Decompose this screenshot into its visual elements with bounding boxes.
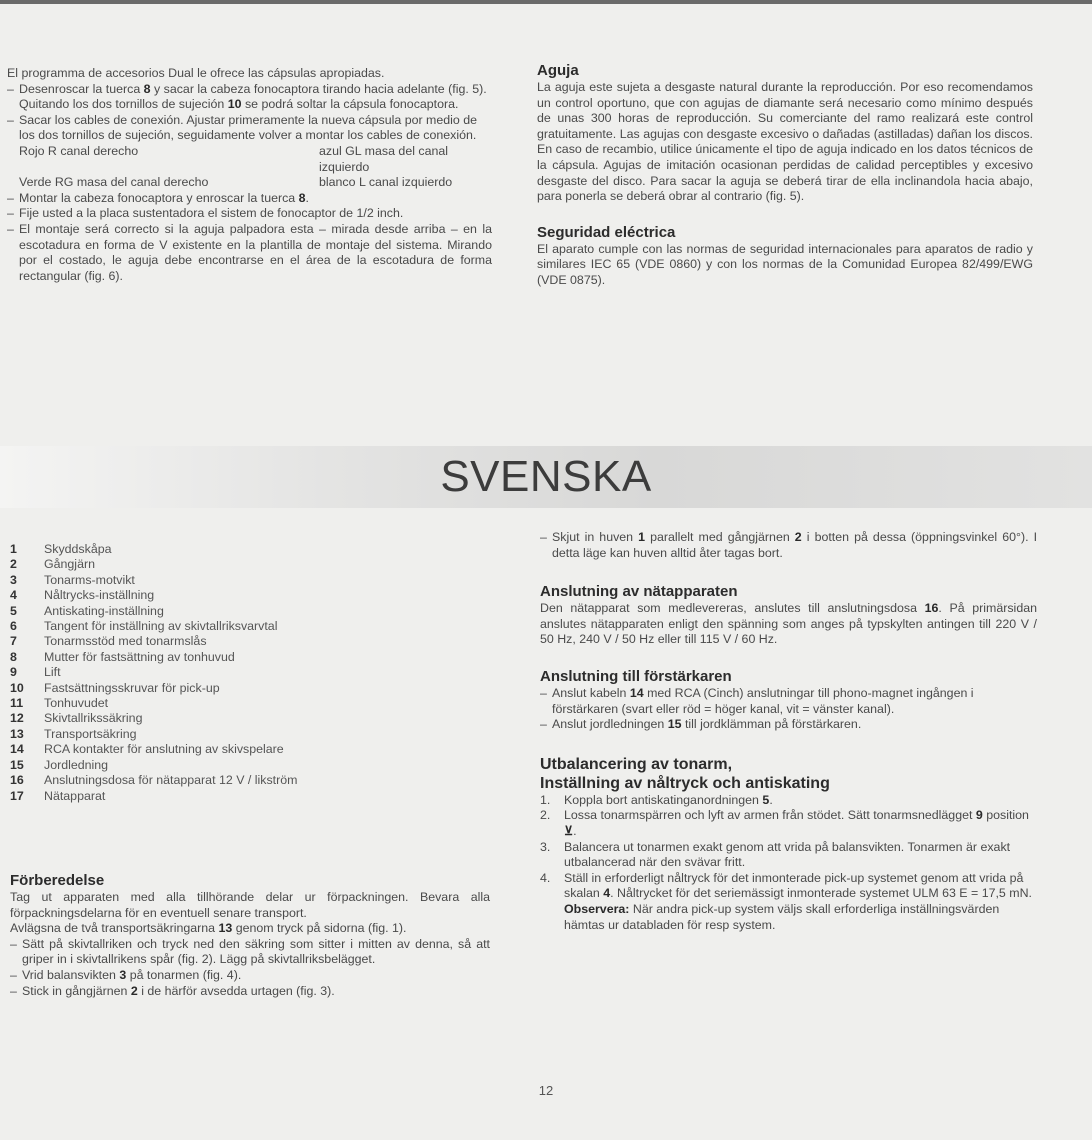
parts-list-item — [10, 619, 490, 634]
parts-list-item — [10, 773, 490, 788]
part-number: 6 — [10, 619, 17, 634]
aguja-text: La aguja este sujeta a desgaste natural durante la reproducción. Por eso recomendamos un control oportuno, que con agujas de diamante será necesario como mínimo después de unas 300 horas de reproducción. Su comerciante del ramo realizará este control gratuitamente. Las agujas con desgaste excesivo o dañadas (astilladas) dañan los discos. En caso de recambio, utilice únicamente el tipo de aguja indicado en los datos técnicos de la cápsula. Agujas de imitación ocasionan perdidas de calidad perceptibles y excesivo desgaste del disco. Para sacar la aguja se deberá tirar de ella inclinandola hacia abajo, para ponerla se deberá obrar al contrario (fig. 5). — [537, 80, 1033, 204]
huven-bullet: – Skjut in huven 1 parallelt med gångjärnen 2 i botten på dessa (öppningsvinkel 60°). I detta läge kan huven alltid åter tagas bort. — [540, 530, 1037, 561]
forberedelse-heading: Förberedelse — [10, 872, 105, 889]
forberedelse-p2: Avlägsna de två transportsäkringarna 13 genom tryck på sidorna (fig. 1). — [10, 921, 407, 936]
parts-list-item — [10, 634, 490, 649]
part-label: Gångjärn — [44, 557, 95, 572]
part-label: Tangent för inställning av skivtallriksvarvtal — [44, 619, 278, 634]
page-number: 12 — [538, 1083, 554, 1098]
part-label: RCA kontakter för anslutning av skivspelare — [44, 742, 284, 757]
part-number: 4 — [10, 588, 17, 603]
spanish-step: – Desenroscar la tuerca 8 y sacar la cabeza fonocaptora tirando hacia adelante (fig. 5). Quitando los dos tornillos de sujeción 10 se podrá soltar la cápsula fonocaptora. — [7, 82, 492, 113]
part-label: Skyddskåpa — [44, 542, 112, 556]
forstarkare-heading: Anslutning till förstärkaren — [540, 667, 732, 685]
part-label: Transportsäkring — [44, 726, 137, 741]
step-item: 1. Koppla bort antiskatinganordningen 5. — [540, 792, 773, 807]
spanish-step: – Fije usted a la placa sustentadora el sistem de fonocaptor de 1/2 inch. — [7, 206, 492, 222]
parts-list-item — [10, 727, 490, 742]
part-label: Tonhuvudet — [44, 696, 109, 711]
wiring-cell: Verde RG masa del canal derecho — [19, 175, 209, 190]
part-number: 17 — [10, 788, 24, 803]
spanish-step: – Montar la cabeza fonocaptora y enroscar la tuerca 8. — [7, 191, 492, 207]
parts-list-item — [10, 758, 490, 773]
part-label: Nåltrycks-inställning — [44, 588, 155, 603]
aguja-heading: Aguja — [537, 62, 579, 79]
part-label: Tonarmsstöd med tonarmslås — [44, 634, 207, 649]
installning-heading: Inställning av nåltryck och antiskating — [540, 774, 830, 792]
part-label: Antiskating-inställning — [44, 603, 164, 618]
forberedelse-bullet: – Vrid balansvikten 3 på tonarmen (fig. 4). — [10, 968, 490, 984]
lift-symbol-icon: ⊻ — [564, 823, 574, 838]
part-number: 14 — [10, 742, 24, 757]
forstarkare-bullet: – Anslut jordledningen 15 till jordklämman på förstärkaren. — [540, 717, 1037, 733]
seguridad-text: El aparato cumple con las normas de seguridad internacionales para aparatos de radio y similares IEC 65 (VDE 0860) y con los normas de la Comunidad Europea 82/499/EWG (VDE 0875). — [537, 241, 1033, 287]
part-number: 3 — [10, 572, 17, 587]
wiring-cell: blanco L canal izquierdo — [319, 175, 453, 190]
part-label: Mutter för fastsättning av tonhuvud — [44, 649, 235, 664]
step-item: 3. Balancera ut tonarmen exakt genom att vrida på balansvikten. Tonarmen är exakt utbalancerad när den svävar fritt. — [540, 839, 1011, 870]
part-label: Tonarms-motvikt — [44, 572, 135, 587]
balancing-steps — [540, 793, 1037, 933]
part-number: 1 — [10, 542, 17, 556]
part-number: 10 — [10, 680, 24, 695]
part-number: 5 — [10, 603, 17, 618]
parts-list-item — [10, 588, 490, 603]
parts-list-item — [10, 650, 490, 665]
forberedelse-p1: Tag ut apparaten med alla tillhörande delar ur förpackningen. Bevara alla förpackningsdelarna för en eventuell senare transport. — [10, 890, 490, 920]
part-number: 15 — [10, 757, 24, 772]
parts-list-column — [10, 542, 490, 804]
part-label: Anslutningsdosa för nätapparat 12 V / likström — [44, 773, 298, 788]
parts-list-item — [10, 696, 490, 711]
natapparat-heading: Anslutning av nätapparaten — [540, 583, 738, 601]
spanish-step: – Sacar los cables de conexión. Ajustar primeramente la nueva cápsula por medio de los dos tornillos de sujeción, seguidamente volver a montar los cables de conexión. — [7, 113, 492, 144]
part-number: 2 — [10, 557, 17, 572]
part-number: 16 — [10, 773, 24, 788]
forberedelse-section — [10, 872, 490, 999]
part-label: Lift — [44, 665, 61, 680]
part-label: Skivtallrikssäkring — [44, 711, 143, 726]
part-label: Fastsättningsskruvar för pick-up — [44, 680, 220, 695]
parts-list-item — [10, 665, 490, 680]
top-rule — [0, 0, 1092, 4]
part-number: 7 — [10, 634, 17, 649]
part-label: Nätapparat — [44, 788, 106, 803]
parts-list-item — [10, 542, 490, 557]
parts-list-item — [10, 711, 490, 726]
section-banner — [0, 446, 1092, 508]
utbalancering-heading: Utbalancering av tonarm, — [540, 755, 733, 773]
part-label: Jordledning — [44, 757, 109, 772]
step-item: 2. Lossa tonarmspärren och lyft av armen från stödet. Sätt tonarmsnedlägget 9 position ⊻. — [540, 808, 1029, 838]
parts-list-item — [10, 604, 490, 619]
forberedelse-bullet: – Stick in gångjärnen 2 i de härför avsedda urtagen (fig. 3). — [10, 984, 490, 1000]
banner-title: SVENSKA — [440, 452, 652, 501]
parts-list — [10, 542, 490, 804]
spanish-intro: El programma de accesorios Dual le ofrece las cápsulas apropiadas. — [7, 66, 385, 80]
parts-list-item — [10, 681, 490, 696]
forstarkare-bullet: – Anslut kabeln 14 med RCA (Cinch) anslutningar till phono-magnet ingången i förstärkaren (svart eller röd = höger kanal, vit = vänster kanal). — [540, 686, 1037, 717]
spanish-step: – El montaje será correcto si la aguja palpadora esta – mirada desde arriba – en la escotadura en forma de V existente en la plantilla de montaje del sistema. Mirando por el costado, le aguja debe encontrarse en el área de la escotadura de forma rectangular (fig. 6). — [7, 222, 492, 284]
parts-list-item — [10, 573, 490, 588]
parts-list-item — [10, 789, 490, 804]
part-number: 9 — [10, 665, 17, 680]
wiring-cell: Rojo R canal derecho — [19, 143, 139, 158]
spanish-right-column — [537, 62, 1033, 289]
seguridad-heading: Seguridad eléctrica — [537, 223, 676, 241]
part-number: 8 — [10, 649, 17, 664]
spanish-left-column — [7, 66, 492, 284]
parts-list-item — [10, 557, 490, 572]
part-number: 13 — [10, 726, 24, 741]
part-number: 11 — [10, 696, 24, 711]
wiring-cell: azul GL masa del canal izquierdo — [319, 143, 449, 174]
wiring-table — [7, 144, 492, 191]
natapparat-text: Den nätapparat som medlevereras, anslutes till anslutningsdosa 16. På primärsidan anslutes nätapparaten enligt den spänning som anges på typskylten antingen till 220 V / 50 Hz, 240 V / 50 Hz eller till 115 V / 60 Hz. — [540, 601, 1037, 647]
parts-list-item — [10, 742, 490, 757]
step-item: 4. Ställ in erforderligt nåltryck för det inmonterade pick-up systemet genom att vrida på skalan 4. Nåltrycket för det seriemässigt inmonterade systemet ULM 63 E = 17,5 mN. Observera: När andra pick-up system väljs skall erforderliga inställningsvärden hämtas ur databladen för resp system. — [540, 870, 1032, 932]
swedish-right-column — [540, 530, 1037, 933]
forberedelse-bullet: – Sätt på skivtallriken och tryck ned den säkring som sitter i mitten av denna, så att griper in i skivtallrikens spår (fig. 2). Lägg på skivtallriksbelägget. — [10, 937, 490, 968]
part-number: 12 — [10, 711, 24, 726]
observera-label: Observera: — [564, 901, 630, 916]
